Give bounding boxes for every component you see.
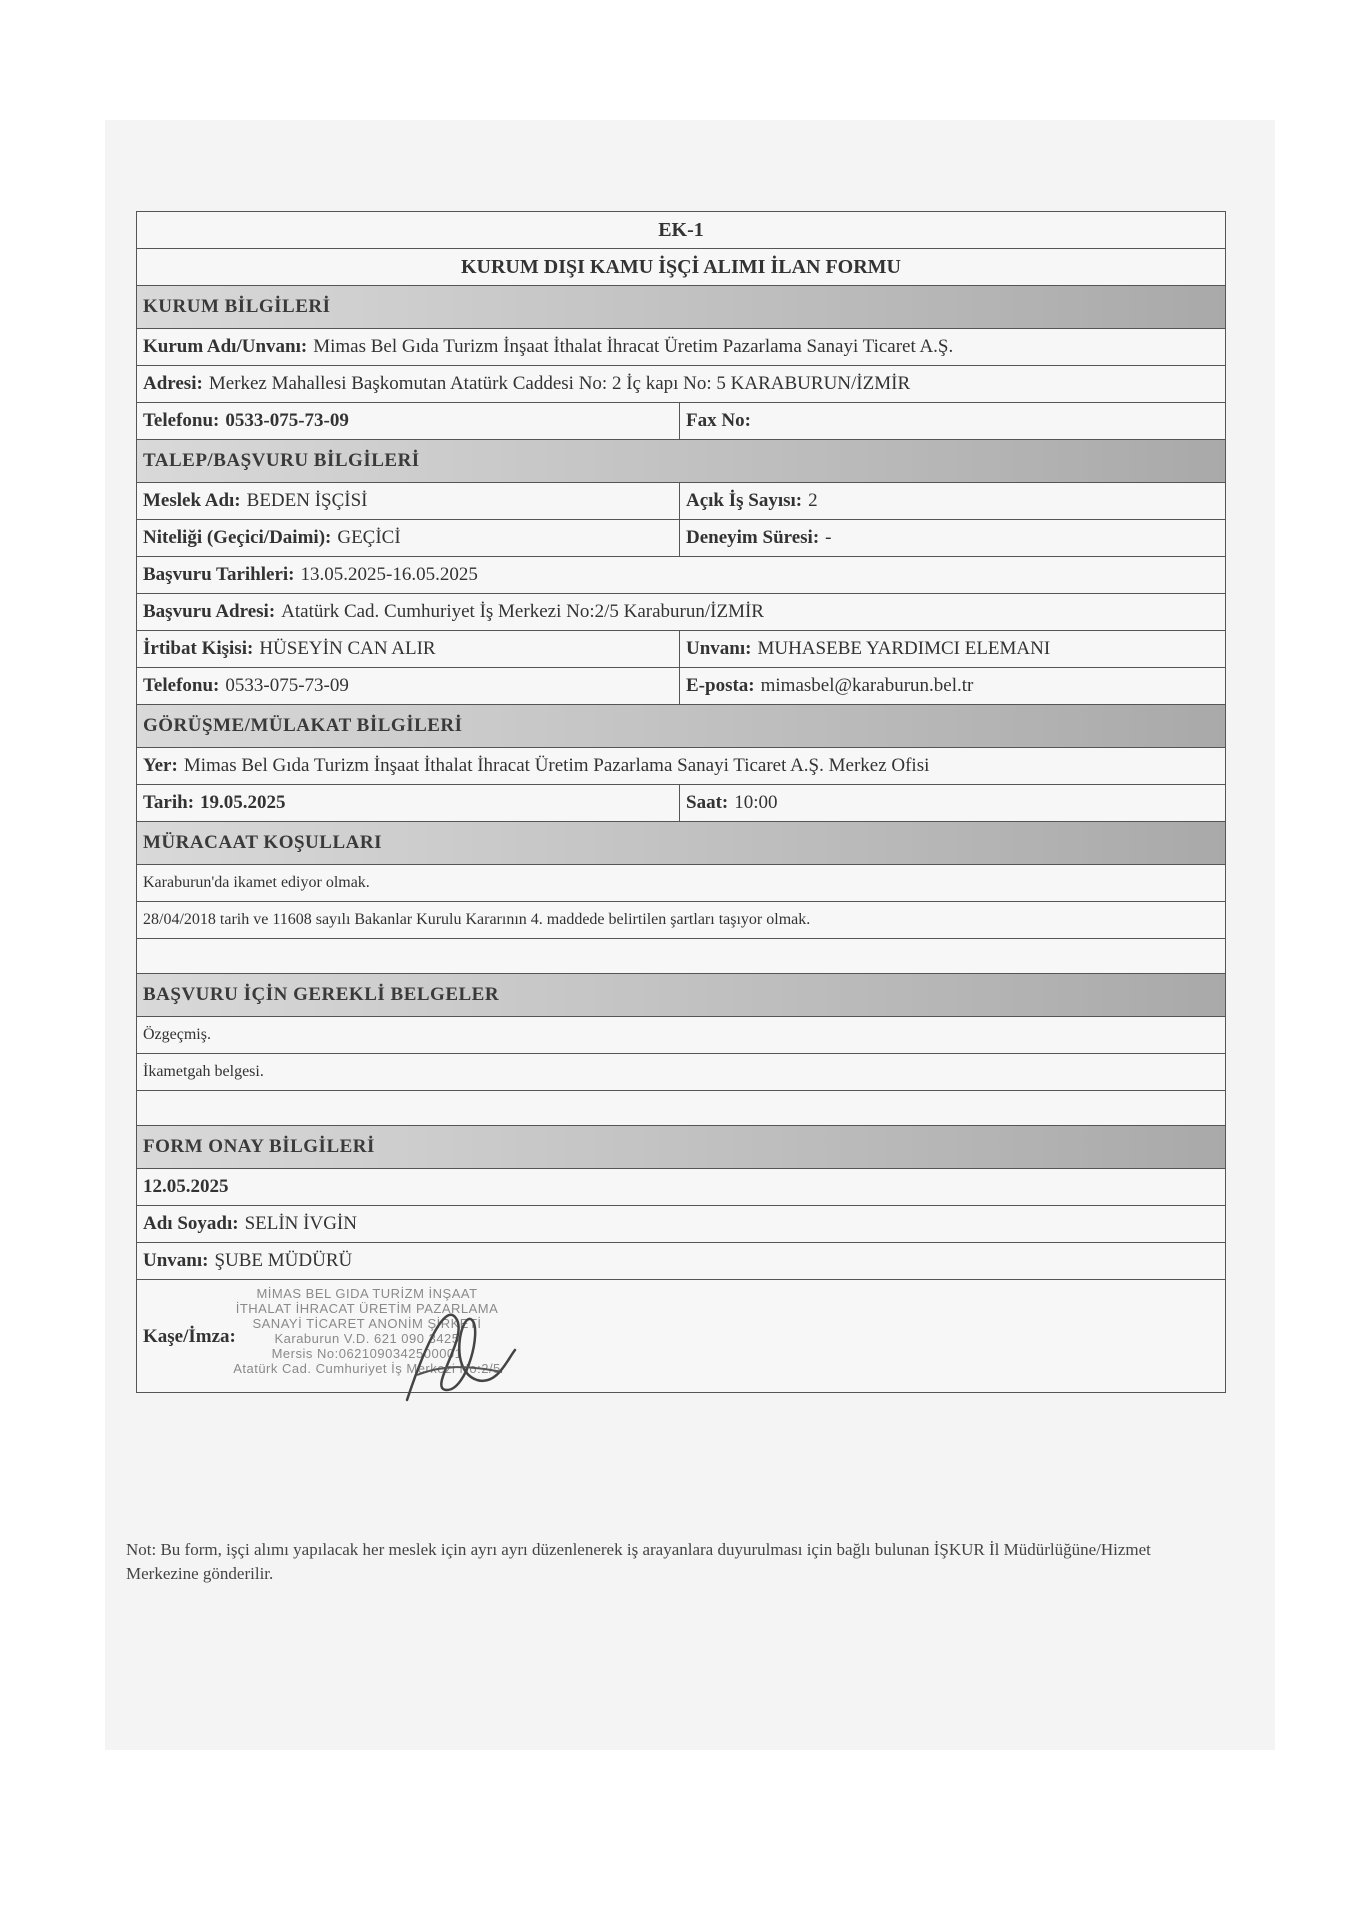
- meslek-row: [137, 483, 1225, 520]
- onay-date: 12.05.2025: [143, 1176, 229, 1197]
- meslek-label: Meslek Adı:: [143, 490, 241, 511]
- section-kurum: [137, 286, 1225, 329]
- irtibat-row: [137, 631, 1225, 668]
- section-muracaat: [137, 822, 1225, 865]
- stamp-line: Karaburun V.D. 621 090 3425: [274, 1331, 460, 1346]
- form-title: KURUM DIŞI KAMU İŞÇİ ALIMI İLAN FORMU: [460, 255, 902, 278]
- deneyim-value: -: [825, 527, 832, 548]
- irtibat-value: HÜSEYİN CAN ALIR: [259, 638, 436, 659]
- section-onay-title: FORM ONAY BİLGİLERİ: [143, 1136, 375, 1157]
- footer-note: Not: Bu form, işçi alımı yapılacak her meslek için ayrı ayrı düzenlenerek iş arayanlara duyurulması için bağlı bulunan İŞKUR İl Müdürlüğüne/Hizmet Merkezine gönderilir.: [126, 1540, 1151, 1583]
- basvuru-tarih-row: [137, 557, 1225, 594]
- stamp-line: İTHALAT İHRACAT ÜRETİM PAZARLAMA: [235, 1301, 499, 1316]
- basvuru-adres-value: Atatürk Cad. Cumhuriyet İş Merkezi No:2/5 Karaburun/İZMİR: [281, 601, 764, 622]
- section-kurum-title: KURUM BİLGİLERİ: [143, 296, 331, 317]
- gorusme-yer-value: Mimas Bel Gıda Turizm İnşaat İthalat İhracat Üretim Pazarlama Sanayi Ticaret A.Ş. Merkez Ofisi: [183, 755, 930, 776]
- gorusme-saat-label: Saat:: [686, 792, 729, 813]
- announcement-form: [136, 211, 1226, 1393]
- gorusme-zaman-row: [137, 785, 1225, 822]
- signature-row: [137, 1280, 1225, 1392]
- acik-is-value: 2: [808, 490, 818, 511]
- stamp-line: Atatürk Cad. Cumhuriyet İş Merkezi No:2/5: [233, 1361, 501, 1376]
- kurum-name-value: Mimas Bel Gıda Turizm İnşaat İthalat İhracat Üretim Pazarlama Sanayi Ticaret A.Ş.: [313, 336, 954, 357]
- onay-name-label: Adı Soyadı:: [143, 1213, 239, 1234]
- stamp-line: SANAYİ TİCARET ANONİM ŞİRKETİ: [252, 1316, 482, 1331]
- list-item: [137, 865, 1225, 902]
- section-talep: [137, 440, 1225, 483]
- basvuru-tarih-value: 13.05.2025-16.05.2025: [300, 564, 478, 585]
- belge-item: İkametgah belgesi.: [143, 1063, 264, 1080]
- kurum-name-row: [137, 329, 1225, 366]
- onay-name-value: SELİN İVGİN: [244, 1213, 357, 1234]
- gorusme-tarih-label: Tarih:: [143, 792, 195, 813]
- kurum-name-label: Kurum Adı/Unvanı:: [143, 336, 308, 357]
- kurum-fax-label: Fax No:: [686, 410, 751, 431]
- section-talep-title: TALEP/BAŞVURU BİLGİLERİ: [143, 450, 420, 471]
- gorusme-yer-label: Yer:: [143, 755, 178, 776]
- gorusme-saat-value: 10:00: [734, 792, 778, 813]
- nitelik-label: Niteliği (Geçici/Daimi):: [143, 527, 332, 548]
- onay-name-row: [137, 1206, 1225, 1243]
- basvuru-tarih-label: Başvuru Tarihleri:: [143, 564, 295, 585]
- empty-row: [137, 939, 1225, 974]
- kurum-address-value: Merkez Mahallesi Başkomutan Atatürk Caddesi No: 2 İç kapı No: 5 KARABURUN/İZMİR: [208, 373, 911, 394]
- form-title-row: [137, 249, 1225, 286]
- sign-label: Kaşe/İmza:: [143, 1326, 236, 1347]
- annex-label: EK-1: [658, 218, 704, 241]
- basvuru-adres-row: [137, 594, 1225, 631]
- stamp-line: Mersis No:0621090342500001: [271, 1346, 463, 1361]
- acik-is-label: Açık İş Sayısı:: [686, 490, 803, 511]
- onay-date-row: [137, 1169, 1225, 1206]
- irtibat-label: İrtibat Kişisi:: [143, 638, 254, 659]
- irtibat-contact-row: [137, 668, 1225, 705]
- kurum-phone-row: [137, 403, 1225, 440]
- onay-title-value: ŞUBE MÜDÜRÜ: [214, 1250, 353, 1271]
- empty-row: [137, 1091, 1225, 1126]
- nitelik-row: [137, 520, 1225, 557]
- eposta-value: mimasbel@karaburun.bel.tr: [760, 675, 974, 696]
- kurum-phone-value: 0533-075-73-09: [225, 410, 349, 431]
- nitelik-value: GEÇİCİ: [337, 527, 401, 548]
- list-item: [137, 1054, 1225, 1091]
- section-gorusme-title: GÖRÜŞME/MÜLAKAT BİLGİLERİ: [143, 715, 463, 736]
- section-belgeler: [137, 974, 1225, 1017]
- section-muracaat-title: MÜRACAAT KOŞULLARI: [143, 832, 382, 853]
- eposta-label: E-posta:: [686, 675, 755, 696]
- onay-title-label: Unvanı:: [143, 1250, 209, 1271]
- kurum-address-label: Adresi:: [143, 373, 203, 394]
- stamp-line: MİMAS BEL GIDA TURİZM İNŞAAT: [256, 1286, 478, 1301]
- irtibat-tel-value: 0533-075-73-09: [225, 675, 349, 696]
- irtibat-unvan-label: Unvanı:: [686, 638, 752, 659]
- section-onay: [137, 1126, 1225, 1169]
- kurum-address-row: [137, 366, 1225, 403]
- deneyim-label: Deneyim Süresi:: [686, 527, 820, 548]
- annex-row: [137, 212, 1225, 249]
- basvuru-adres-label: Başvuru Adresi:: [143, 601, 276, 622]
- list-item: [137, 902, 1225, 939]
- kurum-phone-label: Telefonu:: [143, 410, 220, 431]
- irtibat-tel-label: Telefonu:: [143, 675, 220, 696]
- irtibat-unvan-value: MUHASEBE YARDIMCI ELEMANI: [757, 638, 1051, 659]
- meslek-value: BEDEN İŞÇİSİ: [246, 490, 368, 511]
- section-belgeler-title: BAŞVURU İÇİN GEREKLİ BELGELER: [143, 984, 500, 1005]
- onay-title-row: [137, 1243, 1225, 1280]
- gorusme-yer-row: [137, 748, 1225, 785]
- section-gorusme: [137, 705, 1225, 748]
- list-item: [137, 1017, 1225, 1054]
- muracaat-item: 28/04/2018 tarih ve 11608 sayılı Bakanlar Kurulu Kararının 4. maddede belirtilen şartları taşıyor olmak.: [143, 911, 811, 928]
- gorusme-tarih-value: 19.05.2025: [200, 792, 286, 813]
- handwritten-signature: [387, 1280, 527, 1420]
- muracaat-item: Karaburun'da ikamet ediyor olmak.: [143, 874, 370, 891]
- belge-item: Özgeçmiş.: [143, 1026, 211, 1043]
